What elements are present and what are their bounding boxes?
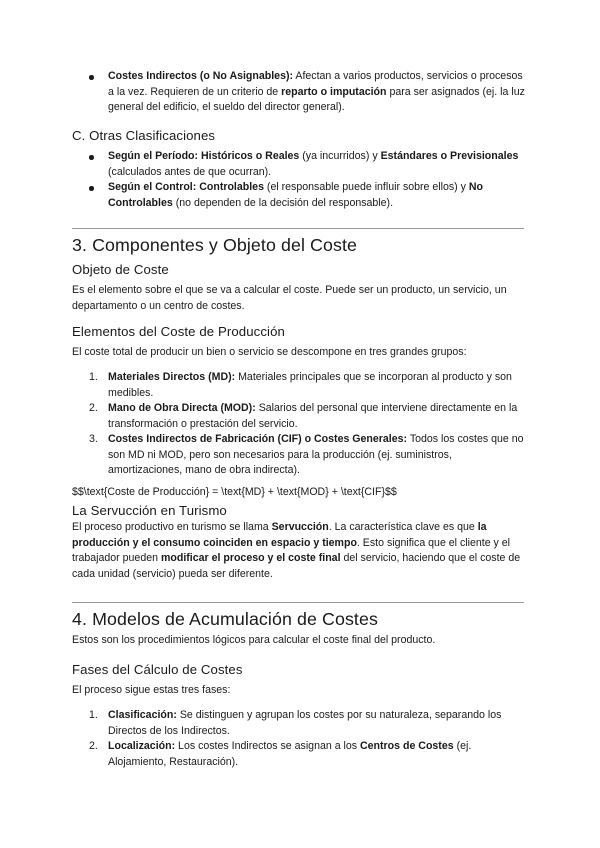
section-4-intro: Estos son los procedimientos lógicos para calcular el coste final del producto. bbox=[72, 634, 436, 646]
section-4-title: 4. Modelos de Acumulación de Costes bbox=[72, 609, 378, 629]
elementos-intro: El coste total de producir un bien o servicio se descompone en tres grandes grupos: bbox=[72, 346, 467, 358]
fases-heading: Fases del Cálculo de Costes bbox=[72, 662, 243, 677]
list-item: 1. Clasificación: Se distinguen y agrupan los costes por su naturaleza, separando los Directos de los Indirectos. bbox=[89, 709, 502, 737]
bold-term: Costes Indirectos (o No Asignables): bbox=[108, 70, 294, 82]
servuccion-text: El proceso productivo en turismo se llama Servucción. La característica clave es que la producción y el consumo coinciden en espacio y tiempo. Esto significa que el cliente y el trabajador pueden modificar el proceso y el coste final del servicio, haciendo que el coste de cada unidad (servicio) pueda ser diferente. bbox=[72, 521, 521, 580]
section-c-list bbox=[72, 149, 528, 211]
elementos-list bbox=[72, 370, 528, 479]
elementos-heading: Elementos del Coste de Producción bbox=[72, 324, 285, 339]
objeto-coste-text: Es el elemento sobre el que se va a calcular el coste. Puede ser un producto, un servicio, un departamento o un centro de costes. bbox=[72, 284, 507, 312]
section-3-title: 3. Componentes y Objeto del Coste bbox=[72, 235, 357, 255]
list-item: 2. Localización: Los costes Indirectos se asignan a los Centros de Costes (ej. Alojamiento, Restauración). bbox=[89, 740, 472, 768]
fases-list bbox=[72, 708, 528, 770]
servuccion-heading: La Servucción en Turismo bbox=[72, 503, 227, 518]
list-item: Según el Período: Históricos o Reales (ya incurridos) y Estándares o Previsionales (calculados antes de que ocurran). bbox=[72, 149, 528, 180]
list-item: 2. Mano de Obra Directa (MOD): Salarios del personal que interviene directamente en la transformación o prestación del servicio. bbox=[89, 402, 518, 430]
objeto-coste-heading: Objeto de Coste bbox=[72, 262, 169, 277]
section-c-heading: C. Otras Clasificaciones bbox=[72, 128, 216, 143]
list-item: 1. Materiales Directos (MD): Materiales principales que se incorporan al producto y son medibles. bbox=[89, 371, 512, 399]
section-divider bbox=[72, 602, 524, 603]
cost-formula: $$\text{Coste de Producción} = \text{MD} + \text{MOD} + \text{CIF}$$ bbox=[72, 486, 397, 498]
section-divider bbox=[72, 228, 524, 229]
list-item: 3. Costes Indirectos de Fabricación (CIF) o Costes Generales: Todos los costes que no son MD ni MOD, pero son necesarios para la producción (ej. suministros, amortizaciones, mano de obra indirecta). bbox=[89, 433, 524, 476]
list-item: Según el Control: Controlables (el responsable puede influir sobre ellos) y No Controlables (no dependen de la decisión del responsable). bbox=[72, 180, 528, 211]
top-bullet-list bbox=[72, 69, 528, 116]
list-item: Costes Indirectos (o No Asignables): Afectan a varios productos, servicios o procesos a la vez. Requieren de un criterio de reparto o imputación para ser asignados (ej. la luz general del edificio, el sueldo del director general). bbox=[72, 69, 528, 116]
fases-intro: El proceso sigue estas tres fases: bbox=[72, 684, 231, 696]
